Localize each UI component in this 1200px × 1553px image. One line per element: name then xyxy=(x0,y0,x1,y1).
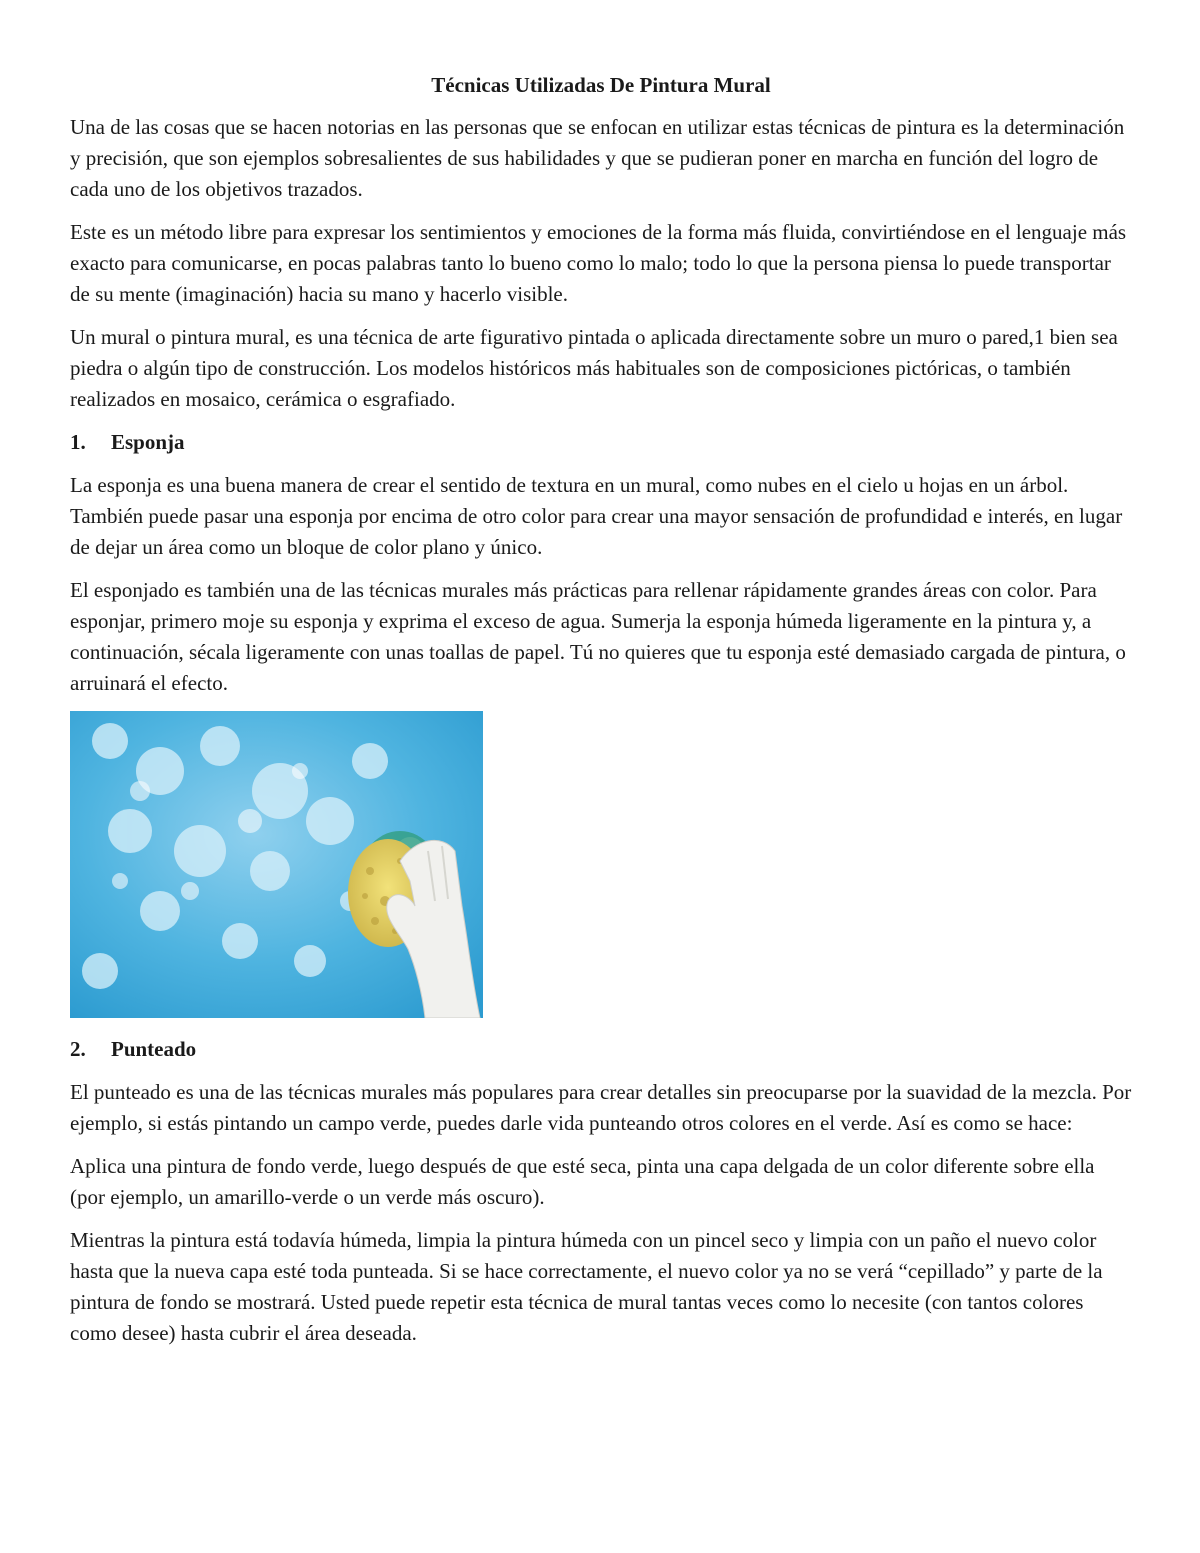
intro-paragraph-2: Este es un método libre para expresar los sentimientos y emociones de la forma más fluida, convirtiéndose en el lenguaje más exacto para comunicarse, en pocas palabras tanto lo bueno como lo malo; todo lo que la persona piensa lo puede transportar de su mente (imaginación) hacia su mano y hacerlo visible. xyxy=(70,220,1127,306)
page-title: Técnicas Utilizadas De Pintura Mural xyxy=(431,73,771,97)
section-1-paragraph-2: El esponjado es también una de las técnicas murales más prácticas para rellenar rápidamente grandes áreas con color. Para esponjar, primero moje su esponja y exprima el exceso de agua. Sumerja la esponja húmeda ligeramente en la pintura y, a continuación, sécala ligeramente con unas toallas de papel. Tú no quieres que tu esponja esté demasiado cargada de pintura, o arruinará el efecto. xyxy=(70,578,1126,695)
intro-paragraph-1: Una de las cosas que se hacen notorias en las personas que se enfocan en utilizar estas técnicas de pintura es la determinación y precisión, que son ejemplos sobresalientes de sus habilidades y que se pudieran poner en marcha en función del logro de cada uno de los objetivos trazados. xyxy=(70,115,1125,201)
section-title: Esponja xyxy=(111,430,185,454)
section-heading-esponja xyxy=(70,427,1132,458)
section-2-paragraph-2: Aplica una pintura de fondo verde, luego después de que esté seca, pinta una capa delgada de un color diferente sobre ella (por ejemplo, un amarillo-verde o un verde más oscuro). xyxy=(70,1154,1095,1209)
section-number: 1. xyxy=(70,430,86,454)
sponge-painting-image xyxy=(70,711,483,1018)
document-body xyxy=(70,70,1132,1361)
section-2-paragraph-3: Mientras la pintura está todavía húmeda, limpia la pintura húmeda con un pincel seco y limpia con un paño el nuevo color hasta que la nueva capa esté toda punteada. Si se hace correctamente, el nuevo color ya no se verá “cepillado” y parte de la pintura de fondo se mostrará. Usted puede repetir esta técnica de mural tantas veces como lo necesite (con tantos colores como desee) hasta cubrir el área deseada. xyxy=(70,1228,1103,1345)
section-number: 2. xyxy=(70,1037,86,1061)
section-title: Punteado xyxy=(111,1037,197,1061)
section-1-paragraph-1: La esponja es una buena manera de crear el sentido de textura en un mural, como nubes en el cielo u hojas en un árbol. También puede pasar una esponja por encima de otro color para crear una mayor sensación de profundidad e interés, en lugar de dejar un área como un bloque de color plano y único. xyxy=(70,473,1123,559)
intro-paragraph-3: Un mural o pintura mural, es una técnica de arte figurativo pintada o aplicada directamente sobre un muro o pared,1 bien sea piedra o algún tipo de construcción. Los modelos históricos más habituales son de composiciones pictóricas, o también realizados en mosaico, cerámica o esgrafiado. xyxy=(70,325,1118,411)
section-2-paragraph-1: El punteado es una de las técnicas murales más populares para crear detalles sin preocuparse por la suavidad de la mezcla. Por ejemplo, si estás pintando un campo verde, puedes darle vida punteando otros colores en el verde. Así es como se hace: xyxy=(70,1080,1132,1135)
section-heading-punteado xyxy=(70,1034,1132,1065)
